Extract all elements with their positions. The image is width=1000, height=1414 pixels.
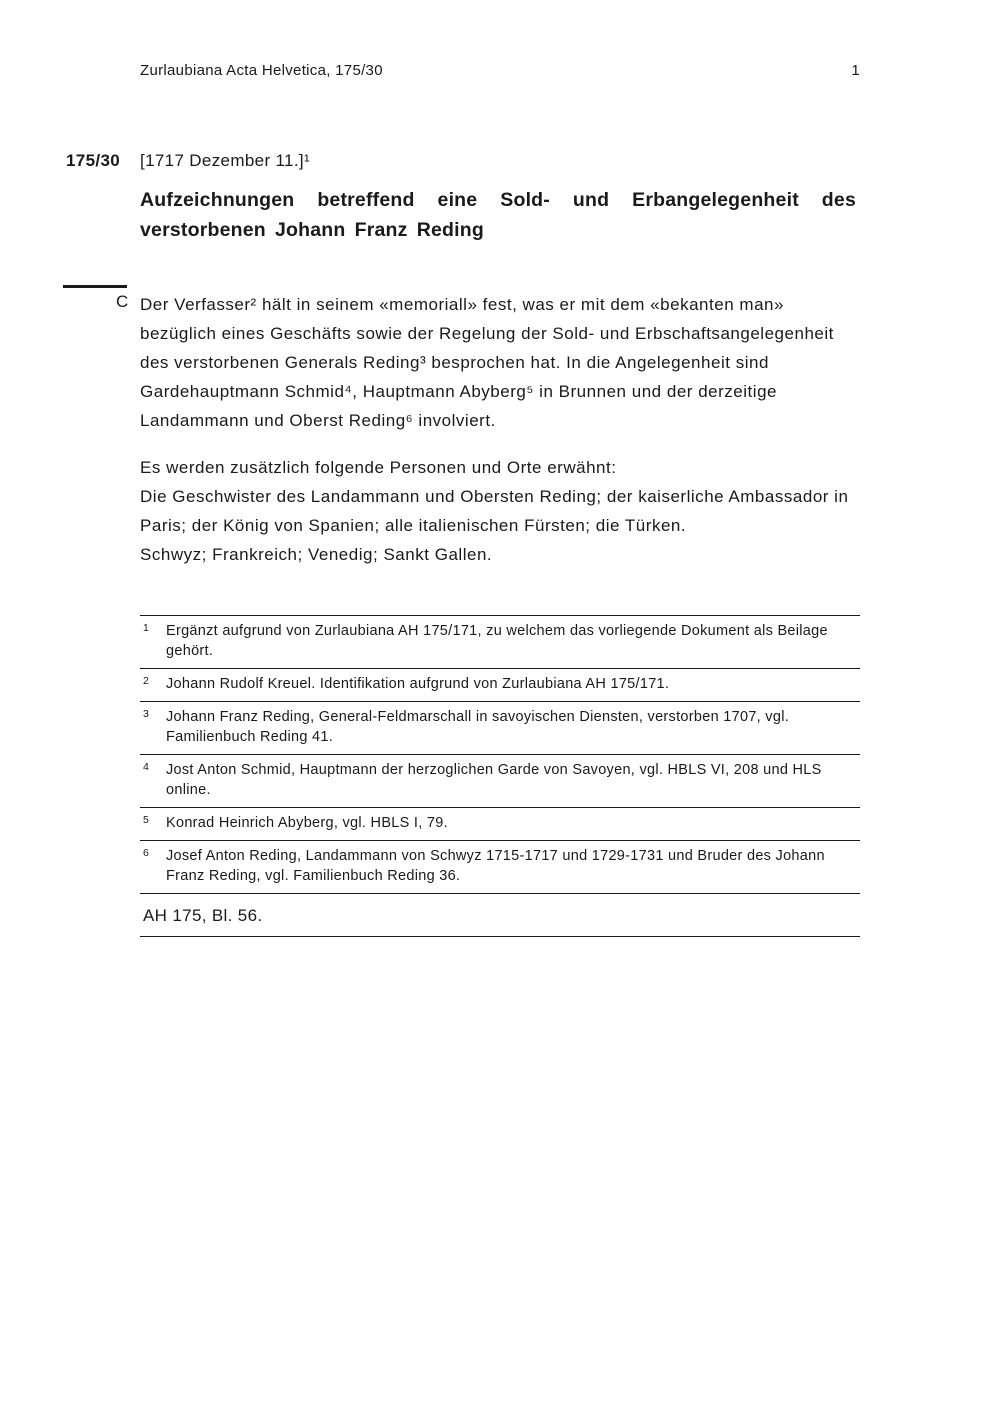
footnote-number: 6 [143, 847, 149, 860]
entry-number: 175/30 [66, 151, 121, 170]
footnote-number: 2 [143, 675, 149, 688]
footnote-text: Ergänzt aufgrund von Zurlaubiana AH 175/171, zu welchem das vorliegende Dokument als Beilage gehört. [166, 623, 828, 660]
footnote-number: 4 [143, 761, 149, 774]
footnote-text: Josef Anton Reding, Landammann von Schwyz 1715-1717 und 1729-1731 und Bruder des Johann Franz Reding, vgl. Familienbuch Reding 36. [166, 848, 825, 885]
footnote-text: Johann Rudolf Kreuel. Identifikation aufgrund von Zurlaubiana AH 175/171. [166, 676, 670, 693]
entry-head [66, 151, 860, 171]
section-marker: C [116, 292, 129, 312]
paragraph-mentions-places: Schwyz; Frankreich; Venedig; Sankt Gallen. [140, 544, 493, 564]
footnote-row [140, 615, 860, 668]
footnote-text: Konrad Heinrich Abyberg, vgl. HBLS I, 79. [166, 815, 448, 832]
paragraph-summary: Der Verfasser² hält in seinem «memoriall» fest, was er mit dem «bekanten man» bezüglich eines Geschäfts sowie der Regelung der Sold- und Erbschaftsangelegenheit des verstorbenen Generals Reding³ besprochen hat. In die Angelegenheit sind Gardehauptmann Schmid⁴, Hauptmann Abyberg⁵ in Brunnen und der derzeitige Landammann und Oberst Reding⁶ involviert. [140, 295, 834, 430]
footnote-row [140, 668, 860, 701]
footnote-row [140, 754, 860, 807]
footnote-row [140, 807, 860, 840]
source-reference: AH 175, Bl. 56. [140, 894, 860, 937]
footnote-row [140, 701, 860, 754]
entry-title: Aufzeichnungen betreffend eine Sold- und Erbangelegenheit des verstorbenen Johann Franz Reding [140, 189, 856, 242]
footnote-text: Jost Anton Schmid, Hauptmann der herzoglichen Garde von Savoyen, vgl. HBLS VI, 208 und HLS online. [166, 762, 822, 799]
page-number: 1 [851, 62, 860, 79]
footnotes-section [140, 615, 860, 894]
page-header [140, 62, 860, 79]
entry-date: [1717 Dezember 11.]¹ [140, 151, 310, 170]
paragraph-mentions-intro: Es werden zusätzlich folgende Personen und Orte erwähnt: [140, 457, 617, 477]
section-divider [63, 285, 127, 288]
header-title: Zurlaubiana Acta Helvetica, 175/30 [140, 62, 383, 79]
footnote-row [140, 840, 860, 893]
footnote-text: Johann Franz Reding, General-Feldmarschall in savoyischen Diensten, verstorben 1707, vgl. Familienbuch Reding 41. [166, 709, 790, 746]
footnote-number: 1 [143, 622, 149, 635]
footnote-number: 3 [143, 708, 149, 721]
entry-body [116, 291, 856, 569]
entry-paragraphs [140, 291, 856, 569]
footnote-number: 5 [143, 814, 149, 827]
paragraph-mentions-persons: Die Geschwister des Landammann und Obersten Reding; der kaiserliche Ambassador in Paris; der König von Spanien; alle italienischen Fürsten; die Türken. [140, 486, 849, 535]
